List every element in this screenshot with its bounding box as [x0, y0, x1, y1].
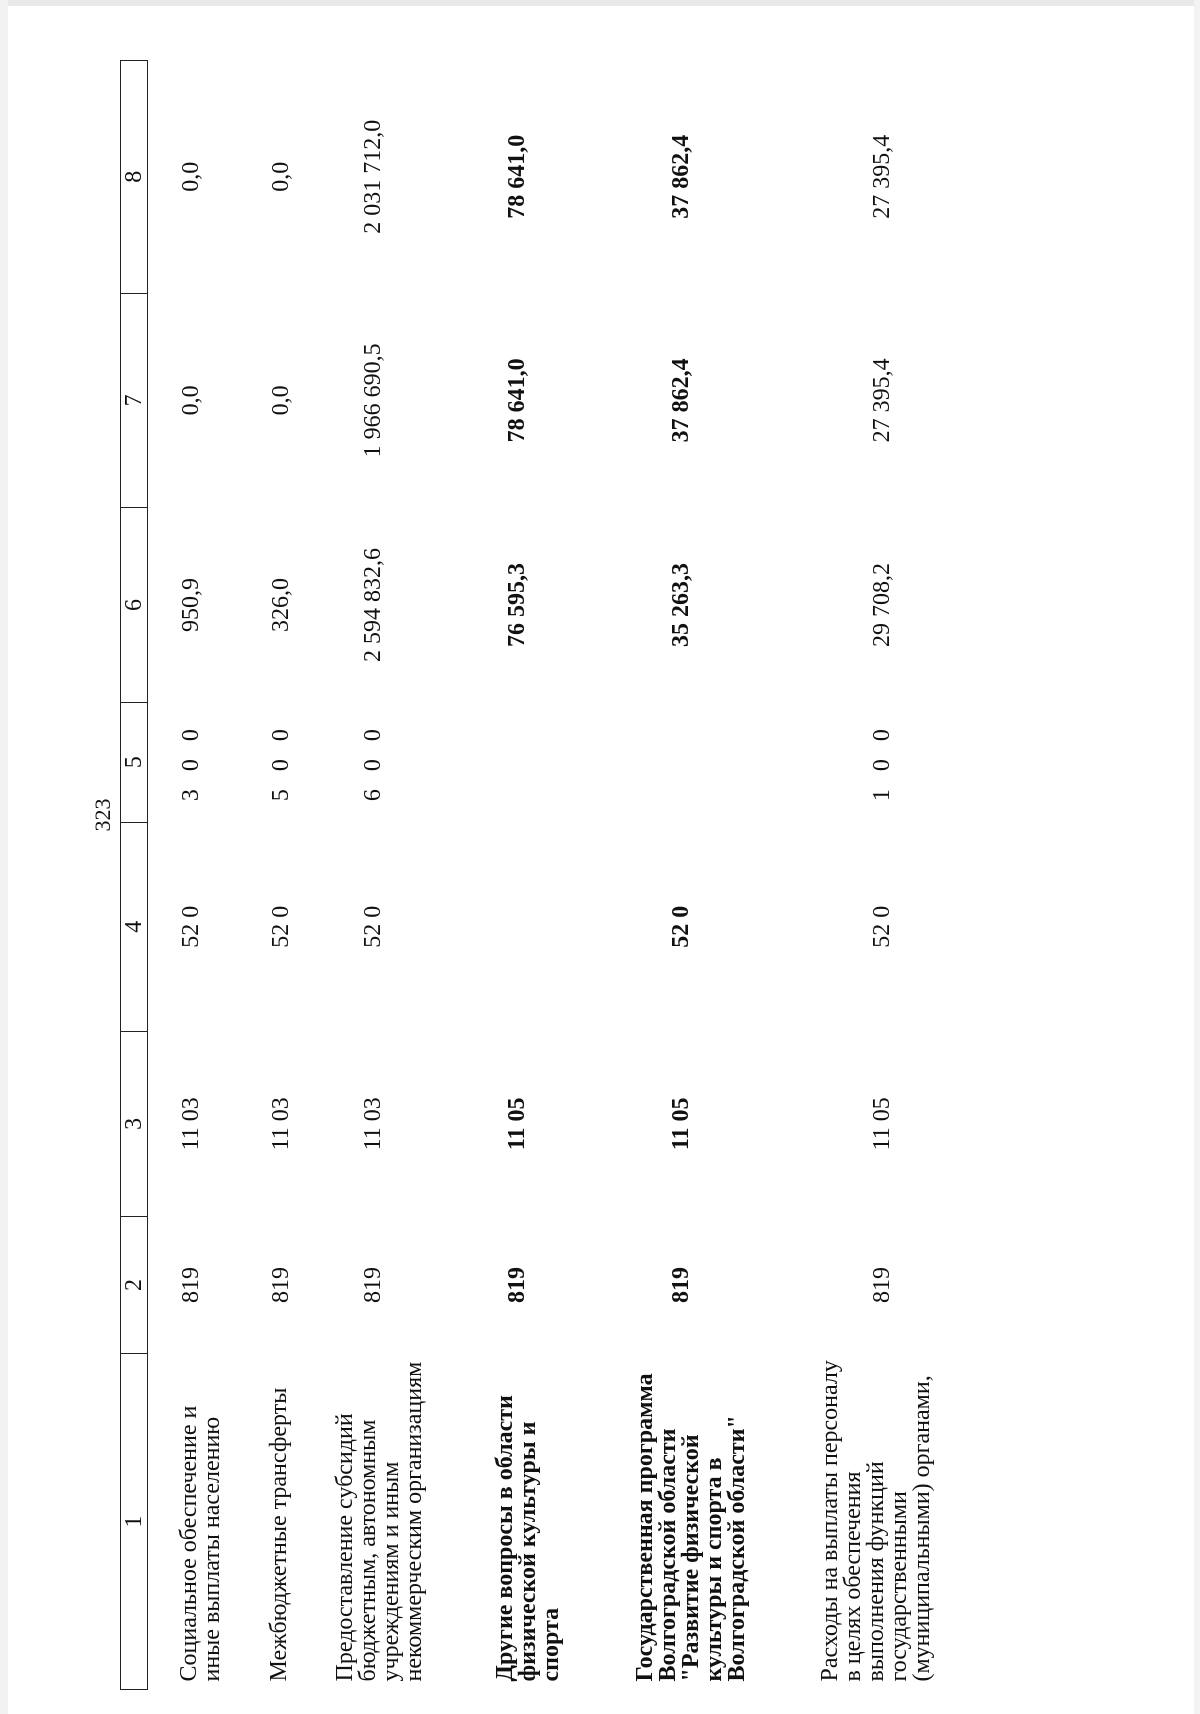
budget-table [120, 60, 1099, 1690]
row-name: Предоставление субсидий бюджетным, автономным учреждениям и иным некоммерческим организациям [331, 1361, 427, 1682]
row-name: Расходы на выплаты персоналу в целях обеспечения выполнения функций государственными (муниципальными) органами, [816, 1360, 935, 1682]
header-row [121, 61, 148, 1690]
cell-ministry-code: 819 [503, 1266, 530, 1303]
cell-amount-col6: 950,9 [178, 577, 204, 632]
cell-section-code: 11 05 [868, 1097, 895, 1151]
cell-section-code: 11 05 [667, 1097, 694, 1151]
cell-section-code: 11 03 [359, 1097, 386, 1151]
row-name: Другие вопросы в области физической культуры и спорта [491, 1395, 564, 1682]
scan-edge-top [0, 0, 1200, 6]
cell-amount-col7: 27 395,4 [868, 358, 895, 443]
cell-ministry-code: 819 [667, 1266, 694, 1303]
table-row [464, 61, 604, 1690]
cell-amount-col8: 0,0 [178, 161, 204, 192]
table-row [304, 61, 464, 1690]
cell-section-code: 11 03 [267, 1097, 294, 1151]
cell-amount-col8: 2 031 712,0 [359, 119, 386, 234]
cell-expense-type: 1 0 0 [868, 723, 895, 802]
cell-amount-col8: 0,0 [267, 161, 294, 192]
cell-amount-col8: 27 395,4 [868, 134, 895, 219]
cell-section-code: 11 03 [178, 1097, 204, 1151]
cell-ministry-code: 819 [267, 1266, 294, 1303]
column-header: 4 [121, 822, 148, 1032]
cell-amount-col7: 37 862,4 [667, 358, 694, 443]
cell-ministry-code: 819 [359, 1266, 386, 1303]
column-header: 8 [121, 61, 148, 294]
cell-expense-type: 3 0 0 [178, 723, 204, 802]
cell-amount-col7: 0,0 [178, 385, 204, 416]
row-name: Социальное обеспечение и иные выплаты населению [176, 1405, 225, 1682]
cell-expense-type: 5 0 0 [267, 723, 294, 802]
cell-expense-type: 6 0 0 [359, 723, 386, 802]
cell-program-code: 52 0 [178, 905, 204, 948]
cell-program-code: 52 0 [868, 905, 895, 948]
row-name: Государственная программа Волгоградской области "Развитие физической культуры и спорта в Волгоградской области" [631, 1373, 750, 1682]
cell-program-code [464, 822, 604, 1032]
page-number: 323 [90, 798, 115, 832]
column-header: 5 [121, 702, 148, 822]
cell-amount-col8: 78 641,0 [503, 134, 530, 219]
cell-amount-col7: 0,0 [267, 385, 294, 416]
table-row [789, 61, 1099, 1690]
cell-amount-col6: 2 594 832,6 [359, 547, 386, 662]
cell-amount-col7: 78 641,0 [503, 358, 530, 443]
column-header: 3 [121, 1032, 148, 1217]
cell-amount-col6: 76 595,3 [503, 562, 530, 647]
table-row [148, 61, 238, 1690]
cell-ministry-code: 819 [178, 1266, 204, 1303]
table-row [238, 61, 304, 1690]
cell-amount-col6: 29 708,2 [868, 562, 895, 647]
cell-amount-col7: 1 966 690,5 [359, 343, 386, 458]
column-header: 2 [121, 1216, 148, 1354]
cell-expense-type [464, 702, 604, 822]
table-row [604, 61, 789, 1690]
cell-program-code: 52 0 [359, 905, 386, 948]
row-name: Межбюджетные трансферты [265, 1387, 292, 1682]
column-header: 7 [121, 293, 148, 508]
column-header: 6 [121, 508, 148, 703]
cell-amount-col6: 326,0 [267, 577, 294, 632]
cell-amount-col6: 35 263,3 [667, 562, 694, 647]
cell-program-code: 52 0 [267, 905, 294, 948]
cell-section-code: 11 05 [503, 1097, 530, 1151]
cell-program-code: 52 0 [667, 905, 694, 948]
cell-expense-type [604, 702, 789, 822]
cell-amount-col8: 37 862,4 [667, 134, 694, 219]
rotated-budget-table [120, 60, 1120, 1690]
column-header: 1 [121, 1354, 148, 1690]
scan-edge-left [0, 0, 8, 1714]
cell-ministry-code: 819 [868, 1266, 895, 1303]
scan-edge-right [1194, 0, 1200, 1714]
